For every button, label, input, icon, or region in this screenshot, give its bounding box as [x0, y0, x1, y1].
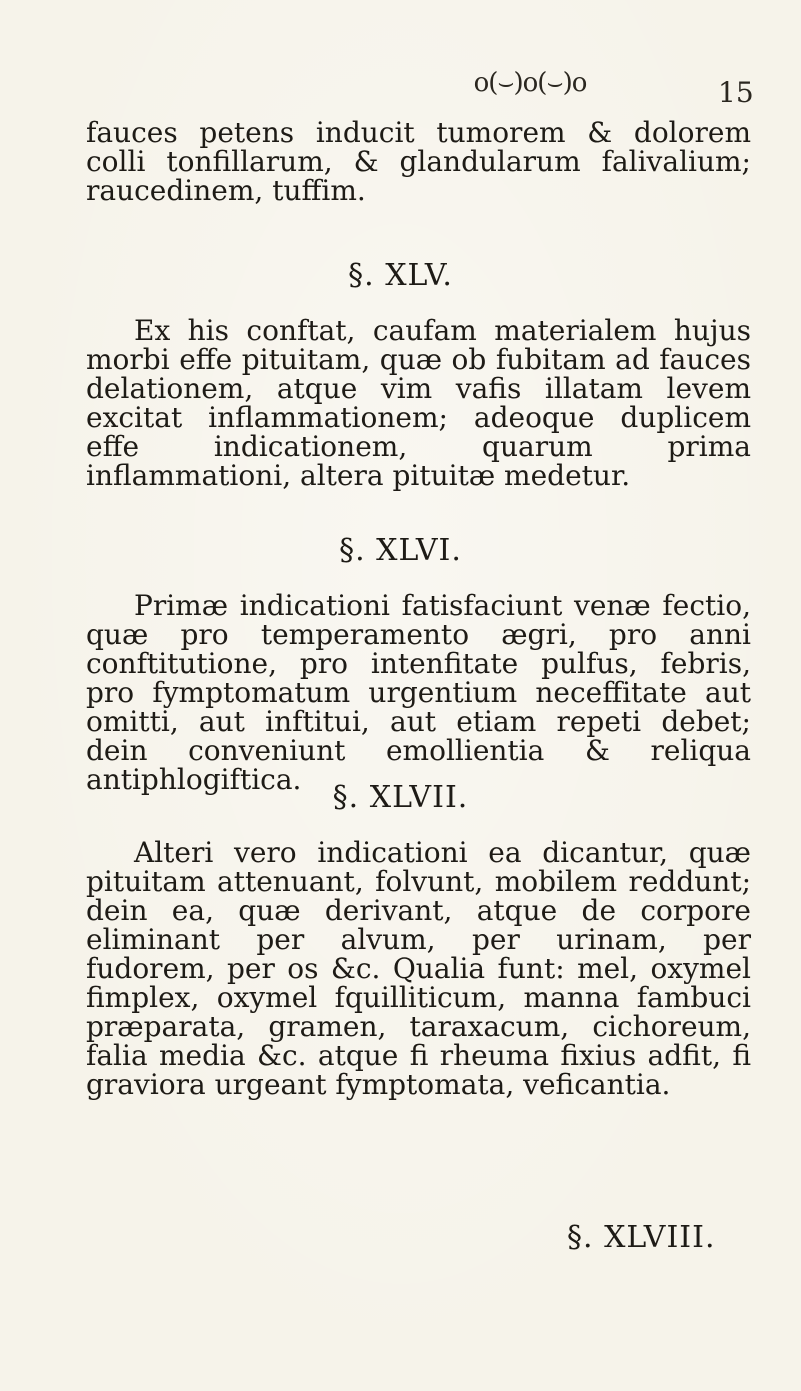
paragraph-xlvi: Primæ indicationi fatisfaciunt venæ fectio, quæ pro temperamento ægri, pro anni conftitutione, pro intenfitate pulfus, febris, pro fymptomatum urgentium neceffitate aut omitti, aut inftitui, aut etiam repeti debet; dein conveniunt emollientia & reliqua antiphlogiftica.: [86, 589, 751, 796]
paragraph-xlv: Ex his conftat, caufam materialem hujus morbi effe pituitam, quæ ob fubitam ad fauces delationem, atque vim vafis illatam levem excitat inflammationem; adeoque duplicem effe indicationem, quarum prima inflammationi, altera pituitæ medetur.: [86, 314, 751, 492]
section-heading-xlv: §. XLV.: [348, 258, 453, 293]
paragraph-continuation: fauces petens inducit tumorem & dolorem colli tonfillarum, & glandularum falivalium; raucedinem, tuffim.: [86, 116, 751, 207]
section-heading-xlvii: §. XLVII.: [332, 780, 469, 815]
header-ornament: o(⌣)o(⌣)o: [473, 68, 587, 98]
page-number: 15: [718, 76, 754, 109]
section-heading-xlvi: §. XLVI.: [339, 533, 462, 568]
catchword: §. XLVIII.: [567, 1220, 716, 1255]
paragraph-xlvii: Alteri vero indicationi ea dicantur, quæ pituitam attenuant, folvunt, mobilem reddunt; dein ea, quæ derivant, atque de corpore eliminant per alvum, per urinam, per fudorem, per os &c. Qualia funt: mel, oxymel fimplex, oxymel fquilliticum, manna fambuci præparata, gramen, taraxacum, cichoreum, falia media &c. atque fi rheuma fixius adfit, fi graviora urgeant fymptomata, veficantia.: [86, 836, 751, 1101]
